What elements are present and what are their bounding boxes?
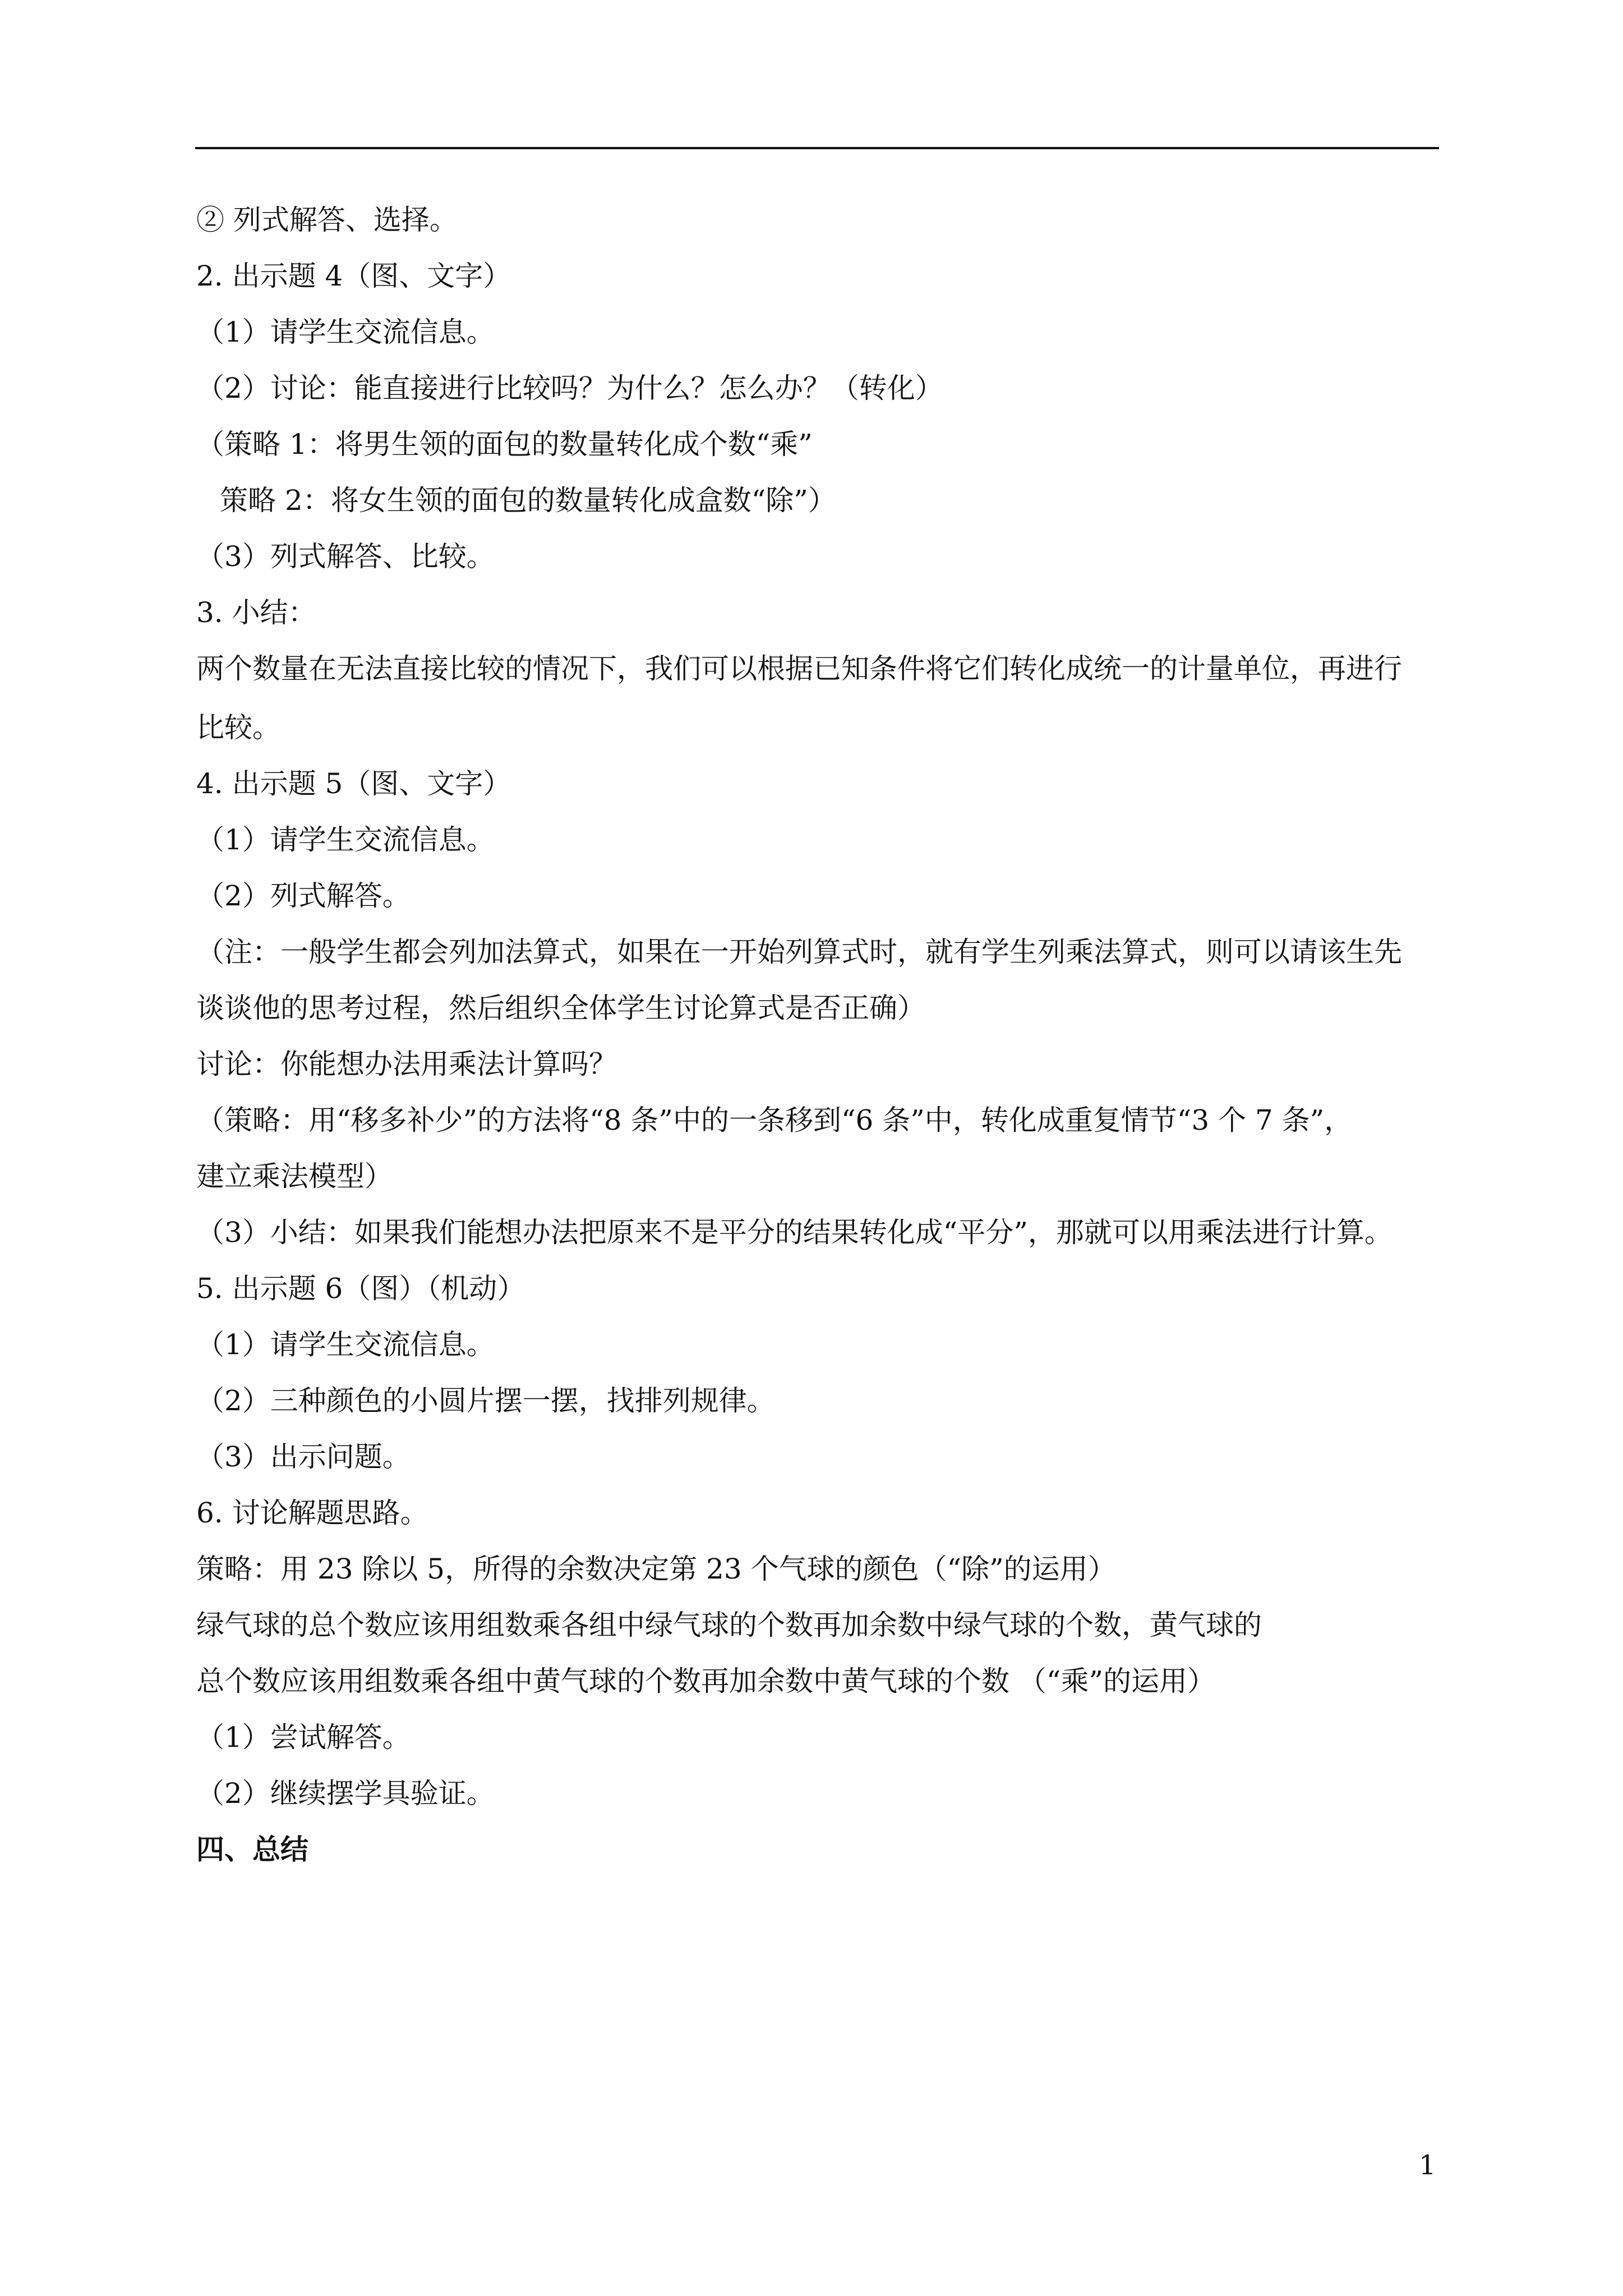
text-line: （3）出示问题。	[196, 1441, 411, 1473]
text-line: 谈谈他的思考过程，然后组织全体学生讨论算式是否正确）	[196, 992, 925, 1024]
text-line: 4. 出示题 5（图、文字）	[196, 767, 511, 800]
text-line: ② 列式解答、选择。	[196, 204, 458, 236]
text-line: 总个数应该用组数乘各组中黄气球的个数再加余数中黄气球的个数 （“乘”的运用）	[196, 1665, 1216, 1697]
text-line: （1）请学生交流信息。	[196, 1328, 495, 1361]
text-line: （2）三种颜色的小圆片摆一摆，找排列规律。	[196, 1384, 775, 1417]
text-line: 两个数量在无法直接比较的情况下，我们可以根据已知条件将它们转化成统一的计量单位，再进行	[196, 652, 1402, 685]
section-heading: 四、总结	[196, 1833, 308, 1866]
text-line: （2）列式解答。	[196, 880, 411, 912]
text-line: 比较。	[196, 711, 280, 744]
text-line: 策略 2：将女生领的面包的数量转化成盒数“除”）	[220, 484, 836, 517]
text-line: （3）小结：如果我们能想办法把原来不是平分的结果转化成“平分”，那就可以用乘法进行计算。	[196, 1216, 1393, 1249]
text-line: （2）讨论：能直接进行比较吗？为什么？怎么办？（转化）	[196, 372, 943, 404]
text-line: （策略 1：将男生领的面包的数量转化成个数“乘”	[196, 428, 813, 461]
text-line: 2. 出示题 4（图、文字）	[196, 260, 511, 292]
text-line: （注：一般学生都会列加法算式，如果在一开始列算式时，就有学生列乘法算式，则可以请该生先	[196, 936, 1402, 968]
text-line: 5. 出示题 6（图）（机动）	[196, 1272, 525, 1305]
text-line: 讨论：你能想办法用乘法计算吗？	[196, 1048, 617, 1080]
text-line: 策略：用 23 除以 5，所得的余数决定第 23 个气球的颜色（“除”的运用）	[196, 1553, 1116, 1585]
text-line: 建立乘法模型）	[196, 1160, 393, 1193]
text-line: （2）继续摆学具验证。	[196, 1777, 495, 1810]
text-line: （1）尝试解答。	[196, 1721, 411, 1754]
text-line: （1）请学生交流信息。	[196, 316, 495, 348]
text-line: （策略：用“移多补少”的方法将“8 条”中的一条移到“6 条”中，转化成重复情节“3 个 7 条”，	[196, 1104, 1353, 1137]
page-number: 1	[1419, 2150, 1436, 2181]
text-line: （1）请学生交流信息。	[196, 823, 495, 856]
text-line: （3）列式解答、比较。	[196, 540, 495, 573]
text-line: 3. 小结：	[196, 596, 316, 629]
text-line: 6. 讨论解题思路。	[196, 1497, 428, 1529]
text-line: 绿气球的总个数应该用组数乘各组中绿气球的个数再加余数中绿气球的个数，黄气球的	[196, 1609, 1262, 1641]
header-rule	[195, 147, 1439, 149]
